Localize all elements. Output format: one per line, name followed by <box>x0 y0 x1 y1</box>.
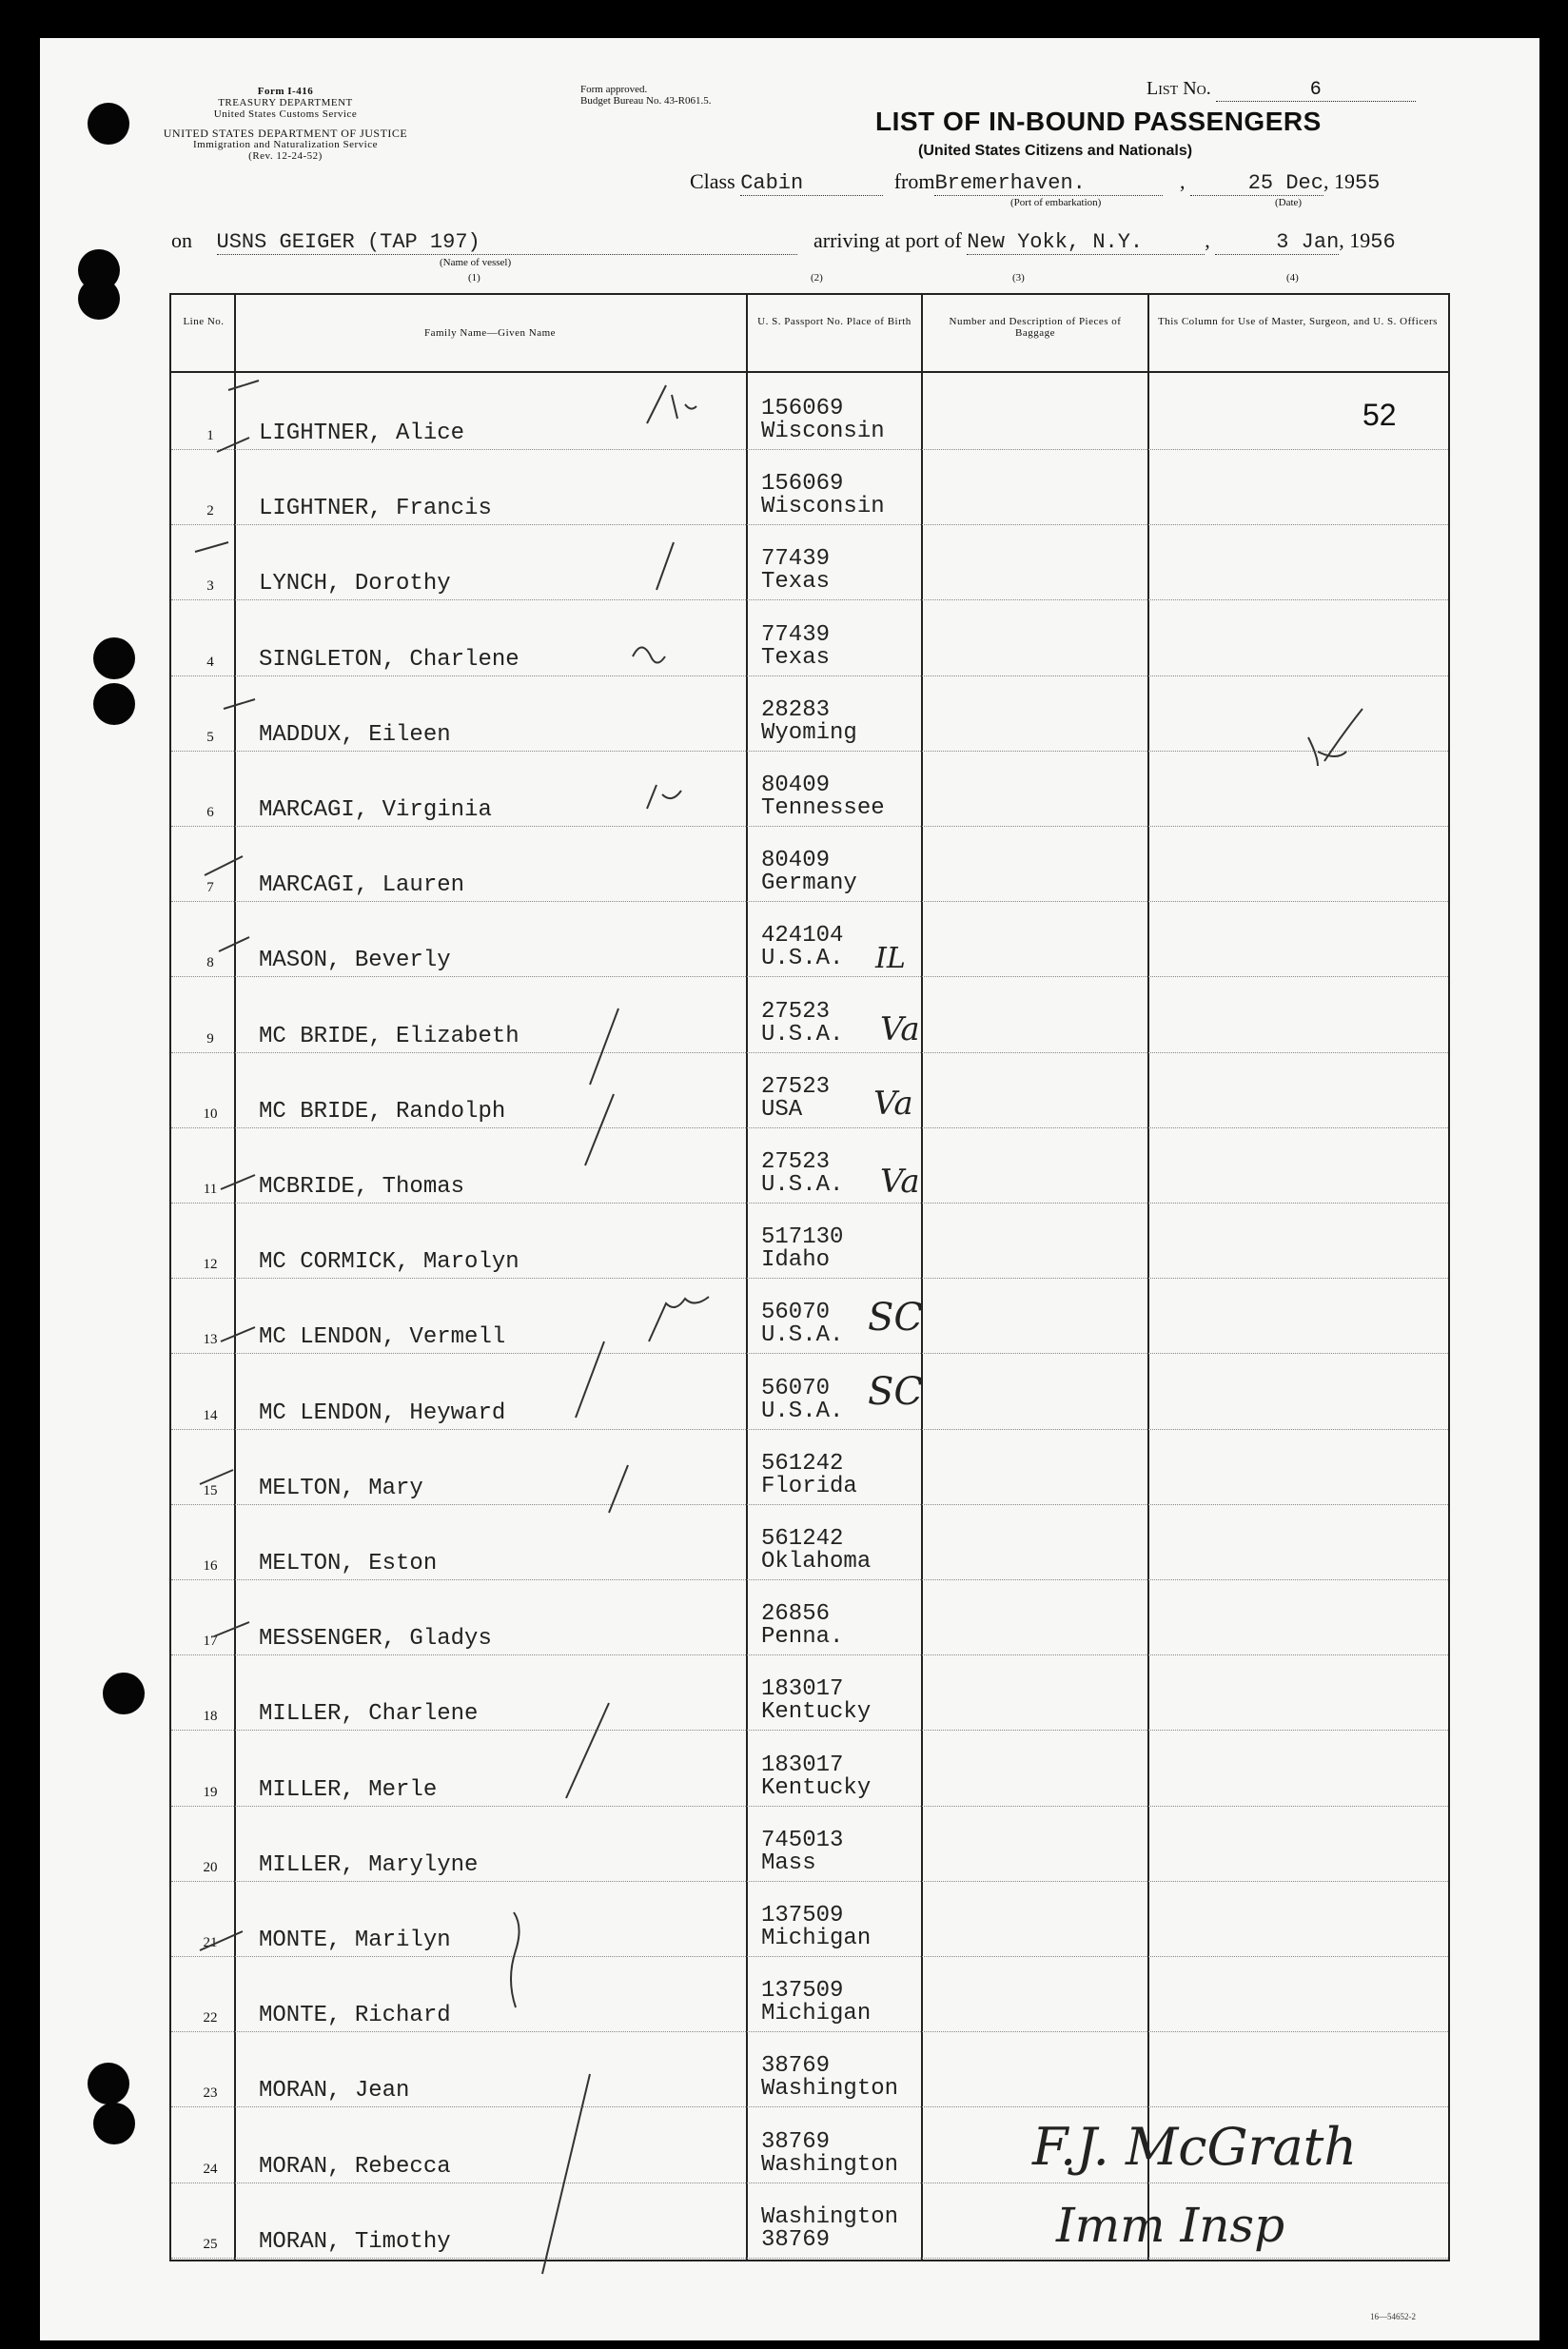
table-row <box>171 827 1448 902</box>
inspector-signature: F.J. McGrath <box>1032 2117 1358 2177</box>
line-number: 16 <box>203 1558 218 1574</box>
place-of-birth: Germany <box>761 871 857 897</box>
punch-hole <box>93 2103 135 2144</box>
passenger-name: MC CORMICK, Marolyn <box>259 1249 519 1276</box>
passenger-name: MARCAGI, Lauren <box>259 872 465 899</box>
line-number: 10 <box>203 1106 218 1122</box>
table-row <box>171 1355 1448 1430</box>
line-number: 18 <box>203 1709 218 1725</box>
footer-print-code: 16—54652-2 <box>1370 2312 1416 2321</box>
place-of-birth: Michigan <box>761 1926 872 1951</box>
class-line: Class Cabin fromBremerhaven. , 25 Dec, 1955 <box>690 169 1381 195</box>
table-row <box>171 1128 1448 1204</box>
annotation-il: IL <box>875 942 906 975</box>
passenger-name: MILLER, Merle <box>259 1776 438 1803</box>
place-of-birth: Texas <box>761 569 831 596</box>
passport-number: 137509 <box>761 1903 844 1928</box>
passenger-name: MC BRIDE, Randolph <box>259 1098 506 1125</box>
table-row <box>171 601 1448 676</box>
port-embarkation-caption: (Port of embarkation) <box>1010 197 1102 208</box>
line-number: 15 <box>203 1482 218 1498</box>
year-prefix: 19 <box>1333 169 1355 193</box>
place-of-birth: Mass <box>761 1850 816 1876</box>
place-of-birth: U.S.A. <box>761 1322 844 1349</box>
passport-number: 156069 <box>761 471 844 498</box>
passport-number: 424104 <box>761 923 844 949</box>
officer-count-mark: 52 <box>1362 398 1397 432</box>
line-number: 9 <box>206 1030 214 1047</box>
line-number: 11 <box>203 1182 218 1197</box>
passport-number: 156069 <box>761 396 844 421</box>
table-row <box>171 2032 1448 2107</box>
form-agency-block <box>124 86 447 162</box>
passenger-name: MILLER, Charlene <box>259 1701 479 1728</box>
passport-number: 56070 <box>761 1300 831 1326</box>
table-row <box>171 525 1448 600</box>
table-row <box>171 1580 1448 1655</box>
table-row <box>171 1279 1448 1354</box>
line-number: 19 <box>203 1784 218 1800</box>
passenger-name: MC LENDON, Vermell <box>259 1324 506 1351</box>
place-of-birth: U.S.A. <box>761 1021 844 1047</box>
passport-number: 38769 <box>761 2053 831 2080</box>
passenger-name: MORAN, Jean <box>259 2078 410 2104</box>
header-officers: This Column for Use of Master, Surgeon, and U. S. Officers <box>1158 316 1438 327</box>
passport-number: 183017 <box>761 1676 844 1703</box>
on-label: on <box>171 228 192 252</box>
passport-number: 80409 <box>761 848 831 874</box>
place-of-birth: Washington <box>761 2151 899 2178</box>
place-of-birth: Penna. <box>761 1624 844 1651</box>
passport-number: Washington <box>761 2203 899 2230</box>
line-number: 17 <box>203 1634 218 1650</box>
line-number: 5 <box>206 729 214 745</box>
row-separator <box>171 2258 1448 2259</box>
table-row <box>171 1053 1448 1128</box>
header-baggage: Number and Description of Pieces of Baggage <box>949 316 1122 339</box>
table-row <box>171 450 1448 525</box>
place-of-birth: Wisconsin <box>761 419 885 444</box>
passport-number: 27523 <box>761 998 831 1025</box>
place-of-birth: Kentucky <box>761 1699 872 1726</box>
line-number: 3 <box>206 578 214 595</box>
place-of-birth: USA <box>761 1096 803 1123</box>
document-title: LIST OF IN-BOUND PASSENGERS <box>875 107 1322 136</box>
customs-service: United States Customs Service <box>213 108 358 120</box>
passport-number: 561242 <box>761 1450 844 1477</box>
place-of-birth: Florida <box>761 1473 857 1499</box>
table-row <box>171 375 1448 450</box>
passport-number: 56070 <box>761 1375 831 1401</box>
place-of-birth: Wisconsin <box>761 494 885 520</box>
inspector-title: Imm Insp <box>1056 2198 1285 2253</box>
place-of-birth: U.S.A. <box>761 1398 844 1424</box>
line-number: 2 <box>206 503 214 519</box>
passenger-name: MC BRIDE, Elizabeth <box>259 1023 519 1049</box>
passenger-name: LYNCH, Dorothy <box>259 571 451 597</box>
line-number: 23 <box>203 2085 218 2102</box>
ins-service: Immigration and Naturalization Service <box>192 139 379 150</box>
table-row <box>171 752 1448 827</box>
place-of-birth: Idaho <box>761 1247 831 1274</box>
form-revision: (Rev. 12-24-52) <box>248 150 323 162</box>
embarkation-year: 55 <box>1354 171 1381 195</box>
passport-number: 27523 <box>761 1073 831 1100</box>
passport-number: 137509 <box>761 1978 844 2005</box>
port-of-embarkation: Bremerhaven. <box>934 171 1163 196</box>
passport-number: 38769 <box>761 2128 831 2155</box>
passenger-name: MORAN, Rebecca <box>259 2153 451 2180</box>
arrival-year: 56 <box>1370 230 1396 254</box>
line-number: 4 <box>206 654 214 670</box>
line-number: 25 <box>203 2236 218 2252</box>
embarkation-date: 25 Dec <box>1190 171 1323 196</box>
line-number: 7 <box>206 880 214 896</box>
annotation-va: Va <box>880 1010 920 1048</box>
passenger-name: MONTE, Marilyn <box>259 1928 451 1953</box>
line-number: 20 <box>203 1859 218 1875</box>
passenger-name: MC LENDON, Heyward <box>259 1400 506 1426</box>
punch-hole <box>88 2063 129 2104</box>
form-number: Form I-416 <box>257 86 314 97</box>
line-number: 21 <box>203 1935 218 1950</box>
arrival-date: 3 Jan <box>1215 230 1339 255</box>
passenger-name: MELTON, Eston <box>259 1551 438 1576</box>
arrival-port: New Yokk, N.Y. <box>967 230 1205 255</box>
header-passport: U. S. Passport No. Place of Birth <box>757 316 911 327</box>
passenger-name: LIGHTNER, Alice <box>259 421 465 446</box>
line-number: 6 <box>206 805 214 820</box>
col-num-1: (1) <box>468 272 480 284</box>
line-number: 14 <box>203 1407 218 1423</box>
place-of-birth: Oklahoma <box>761 1549 872 1575</box>
table-row <box>171 1655 1448 1731</box>
col-num-3: (3) <box>1012 272 1025 284</box>
place-of-birth: Washington <box>761 2076 899 2103</box>
table-header <box>171 295 1448 373</box>
passenger-name: MESSENGER, Gladys <box>259 1626 492 1653</box>
treasury-dept: TREASURY DEPARTMENT <box>218 97 353 108</box>
from-label: from <box>893 169 935 193</box>
passenger-name: MADDUX, Eileen <box>259 721 451 748</box>
passenger-name: MARCAGI, Virginia <box>259 797 492 823</box>
annotation-sc: SC <box>868 1370 924 1414</box>
place-of-birth: Michigan <box>761 2001 872 2027</box>
line-number: 22 <box>203 2010 218 2026</box>
place-of-birth: 38769 <box>761 2226 831 2253</box>
justice-dept: UNITED STATES DEPARTMENT OF JUSTICE <box>163 127 408 140</box>
table-row <box>171 676 1448 752</box>
document-subtitle: (United States Citizens and Nationals) <box>918 143 1193 159</box>
passenger-name: MELTON, Mary <box>259 1475 423 1501</box>
vessel-line: on USNS GEIGER (TAP 197) arriving at port of New Yokk, N.Y. , 3 Jan, 1956 <box>171 228 1396 254</box>
line-number: 12 <box>203 1257 218 1273</box>
passenger-name: MORAN, Timothy <box>259 2228 451 2255</box>
vessel-caption: (Name of vessel) <box>440 257 512 268</box>
place-of-birth: U.S.A. <box>761 946 844 972</box>
passport-number: 77439 <box>761 621 831 648</box>
header-name: Family Name—Given Name <box>423 327 557 339</box>
passenger-name: SINGLETON, Charlene <box>259 646 519 673</box>
header-line-no: Line No. <box>183 316 225 327</box>
punch-hole <box>78 278 120 320</box>
list-number <box>1147 78 1416 102</box>
table-row <box>171 1204 1448 1279</box>
line-number: 1 <box>206 428 214 443</box>
passport-number: 77439 <box>761 546 831 573</box>
list-number-value: 6 <box>1216 79 1416 102</box>
table-row <box>171 1505 1448 1580</box>
form-approved-text: Form approved. <box>580 84 648 95</box>
passport-number: 745013 <box>761 1827 844 1853</box>
punch-hole <box>93 683 135 725</box>
date-caption: (Date) <box>1275 197 1303 208</box>
annotation-sc: SC <box>868 1296 924 1340</box>
passenger-name: MILLER, Marylyne <box>259 1851 479 1878</box>
table-row <box>171 1732 1448 1807</box>
table-row <box>171 1807 1448 1882</box>
vessel-name: USNS GEIGER (TAP 197) <box>217 230 797 255</box>
col-num-4: (4) <box>1286 272 1299 284</box>
arrival-year-prefix: 19 <box>1349 228 1371 252</box>
line-number: 13 <box>203 1332 218 1348</box>
passenger-name: MONTE, Richard <box>259 2003 451 2029</box>
passport-number: 183017 <box>761 1752 844 1778</box>
class-label: Class <box>690 169 735 193</box>
passport-number: 26856 <box>761 1601 831 1628</box>
arriving-label: arriving at port of <box>813 228 962 252</box>
table-row <box>171 1430 1448 1505</box>
passport-number: 517130 <box>761 1224 844 1251</box>
class-value: Cabin <box>740 171 883 196</box>
passenger-name: MCBRIDE, Thomas <box>259 1174 465 1200</box>
line-number: 8 <box>206 955 214 971</box>
annotation-va: Va <box>873 1085 913 1123</box>
passenger-name: MASON, Beverly <box>259 948 451 974</box>
budget-bureau-text: Budget Bureau No. 43-R061.5. <box>580 95 712 107</box>
table-row <box>171 1882 1448 1957</box>
place-of-birth: Wyoming <box>761 719 857 746</box>
place-of-birth: Texas <box>761 644 831 671</box>
passport-number: 28283 <box>761 696 831 723</box>
col-num-2: (2) <box>811 272 823 284</box>
annotation-va: Va <box>880 1163 920 1201</box>
place-of-birth: Tennessee <box>761 795 885 821</box>
table-row <box>171 978 1448 1053</box>
passenger-table <box>169 293 1450 2261</box>
passport-number: 80409 <box>761 773 831 798</box>
place-of-birth: U.S.A. <box>761 1172 844 1198</box>
passport-number: 561242 <box>761 1526 844 1552</box>
table-row <box>171 902 1448 977</box>
list-number-label: List No. <box>1147 78 1211 99</box>
table-row <box>171 1957 1448 2032</box>
passport-number: 27523 <box>761 1149 831 1175</box>
line-number: 24 <box>203 2161 218 2177</box>
place-of-birth: Kentucky <box>761 1774 872 1801</box>
passenger-name: LIGHTNER, Francis <box>259 496 492 522</box>
punch-hole <box>103 1673 145 1714</box>
punch-hole <box>93 637 135 679</box>
form-approval <box>580 84 711 107</box>
